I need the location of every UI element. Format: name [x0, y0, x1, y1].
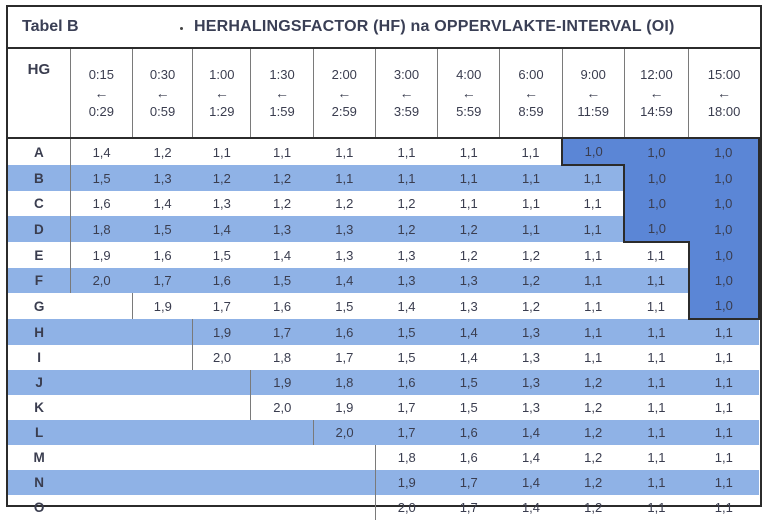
factor-cell: 1,7 [459, 500, 478, 515]
factor-cell: 1,9 [335, 400, 354, 415]
factor-cell: 1,1 [459, 144, 478, 160]
factor-cell: 1,1 [714, 500, 733, 515]
factor-cell [251, 470, 313, 495]
factor-cell: 1,1 [646, 248, 665, 263]
interval-from: 9:00 [580, 67, 606, 82]
factor-cell [313, 445, 375, 470]
factor-cell: 1,8 [70, 216, 132, 242]
row-group-label: C [33, 196, 44, 211]
repetition-factor-table [8, 49, 760, 520]
factor-cell: 1,2 [273, 196, 292, 211]
factor-cell: 1,7 [132, 268, 192, 293]
factor-cell: 1,2 [438, 216, 500, 242]
factor-cell: 1,8 [273, 350, 292, 365]
factor-cell: 1,5 [459, 400, 478, 415]
factor-cell [70, 420, 132, 445]
factor-cell: 1,3 [212, 196, 231, 211]
factor-cell: 1,9 [70, 242, 132, 268]
table-row [8, 293, 759, 319]
row-group-label: N [8, 470, 70, 495]
factor-cell [251, 445, 313, 470]
factor-cell: 1,6 [193, 268, 251, 293]
factor-cell [193, 420, 251, 445]
interval-from: 1:00 [209, 67, 235, 82]
interval-from: 2:00 [331, 67, 357, 82]
factor-cell: 1,5 [438, 370, 500, 395]
factor-cell: 1,1 [562, 268, 624, 293]
factor-cell: 1,2 [521, 247, 541, 263]
factor-cell: 1,3 [500, 319, 562, 345]
interval-from: 0:30 [149, 67, 176, 82]
table-row [8, 268, 759, 293]
arrow-left-icon: ← [523, 85, 538, 101]
row-group-label: E [34, 247, 44, 263]
interval-from: 4:00 [456, 67, 482, 82]
factor-cell: 1,3 [375, 268, 437, 293]
factor-cell: 1,9 [132, 293, 192, 319]
factor-cell: 1,1 [647, 500, 666, 515]
table-row [8, 165, 759, 191]
factor-cell: 1,4 [397, 298, 416, 314]
interval-to: 8:59 [518, 104, 544, 119]
interval-header [438, 49, 500, 138]
factor-cell [70, 345, 132, 370]
factor-cell: 1,1 [624, 268, 688, 293]
factor-cell: 1,2 [193, 165, 251, 191]
factor-cell [132, 319, 192, 345]
interval-to: 0:59 [149, 104, 176, 119]
factor-cell: 1,1 [647, 350, 666, 365]
factor-cell: 1,1 [689, 420, 759, 445]
factor-cell: 1,2 [562, 370, 624, 395]
factor-cell: 1,0 [689, 165, 759, 191]
interval-header [689, 49, 759, 138]
table-label: Tabel B [22, 18, 79, 35]
factor-cell: 1,7 [251, 319, 313, 345]
factor-cell: 1,1 [647, 450, 666, 465]
factor-cell: 1,2 [584, 450, 603, 465]
factor-cell: 1,3 [521, 400, 541, 415]
factor-cell: 1,7 [397, 400, 416, 415]
interval-header [193, 49, 251, 138]
factor-cell [132, 445, 192, 470]
header-row [8, 49, 759, 138]
factor-cell: 1,1 [584, 298, 603, 314]
factor-cell [132, 420, 192, 445]
hg-header: HG [8, 49, 70, 138]
arrow-left-icon: ← [717, 85, 732, 101]
interval-header [375, 49, 437, 138]
factor-cell: 1,2 [562, 470, 624, 495]
interval-header [313, 49, 375, 138]
factor-cell [313, 495, 375, 520]
table-row [8, 216, 759, 242]
interval-from: 12:00 [640, 67, 673, 82]
factor-cell [70, 495, 132, 520]
factor-cell: 1,1 [335, 144, 354, 160]
factor-cell: 1,6 [153, 247, 172, 263]
factor-cell: 1,0 [624, 191, 688, 216]
factor-cell: 1,4 [500, 420, 562, 445]
interval-from: 15:00 [707, 67, 741, 82]
table-row [8, 319, 759, 345]
factor-cell: 1,9 [251, 370, 313, 395]
factor-cell [132, 345, 192, 370]
table-row [8, 495, 759, 520]
factor-cell: 1,0 [562, 138, 624, 165]
factor-cell: 1,5 [212, 247, 231, 263]
factor-cell: 1,1 [397, 144, 416, 160]
factor-cell: 1,4 [438, 319, 500, 345]
factor-cell: 1,4 [70, 138, 132, 165]
interval-to: 11:59 [577, 104, 609, 119]
factor-cell [193, 495, 251, 520]
factor-cell: 1,3 [438, 268, 500, 293]
factor-cell: 1,4 [459, 350, 478, 365]
table-row [8, 445, 759, 470]
interval-from: 1:30 [269, 67, 295, 82]
factor-cell: 1,1 [689, 470, 759, 495]
interval-header [251, 49, 313, 138]
interval-header [132, 49, 192, 138]
factor-cell: 1,0 [624, 138, 688, 165]
factor-cell: 1,2 [375, 216, 437, 242]
interval-to: 5:59 [456, 104, 482, 119]
factor-cell: 1,7 [335, 350, 354, 365]
factor-cell [70, 293, 132, 319]
factor-cell: 1,5 [375, 319, 437, 345]
factor-cell [251, 420, 313, 445]
factor-cell: 1,6 [375, 370, 437, 395]
row-group-label: G [33, 298, 45, 314]
table-row [8, 345, 759, 370]
factor-cell: 2,0 [251, 395, 313, 420]
factor-cell [132, 470, 192, 495]
factor-cell: 1,5 [397, 350, 416, 365]
factor-cell: 1,0 [689, 268, 759, 293]
row-group-label: M [33, 450, 45, 465]
factor-cell: 1,7 [212, 298, 231, 314]
factor-cell [193, 470, 251, 495]
factor-cell: 1,2 [500, 268, 562, 293]
interval-header [500, 49, 562, 138]
table-row [8, 138, 759, 165]
interval-to: 14:59 [640, 104, 673, 119]
factor-cell: 1,2 [584, 400, 603, 415]
arrow-left-icon: ← [586, 85, 601, 101]
factor-cell: 1,4 [521, 450, 541, 465]
factor-cell: 1,1 [583, 196, 602, 211]
factor-cell: 1,0 [689, 216, 759, 242]
factor-cell: 1,2 [562, 420, 624, 445]
factor-cell: 1,1 [624, 420, 688, 445]
factor-cell [132, 370, 192, 395]
factor-cell: 1,3 [251, 216, 313, 242]
factor-cell: 1,4 [521, 500, 541, 515]
factor-cell: 1,1 [689, 370, 759, 395]
factor-cell: 1,1 [646, 298, 665, 314]
interval-to: 2:59 [331, 104, 357, 119]
interval-from: 6:00 [518, 67, 544, 82]
factor-cell: 1,1 [714, 450, 733, 465]
interval-to: 0:29 [88, 104, 114, 119]
title-bar [8, 7, 760, 49]
factor-cell: 1,5 [251, 268, 313, 293]
factor-cell: 1,1 [273, 144, 292, 160]
arrow-left-icon: ← [155, 85, 170, 101]
factor-cell: 1,1 [624, 470, 688, 495]
factor-cell [251, 495, 313, 520]
factor-cell: 1,2 [521, 298, 541, 314]
factor-cell: 1,5 [132, 216, 192, 242]
factor-cell: 1,2 [459, 247, 478, 263]
factor-cell: 1,2 [584, 500, 603, 515]
factor-cell: 1,3 [313, 216, 375, 242]
arrow-left-icon: ← [94, 85, 109, 101]
factor-cell [70, 395, 132, 420]
row-group-label: O [33, 500, 45, 515]
interval-to: 3:59 [393, 104, 420, 119]
factor-cell: 1,6 [459, 450, 478, 465]
factor-cell: 1,1 [521, 196, 541, 211]
arrow-left-icon: ← [275, 85, 290, 101]
factor-cell [70, 370, 132, 395]
factor-cell: 1,0 [624, 216, 688, 242]
interval-header [562, 49, 624, 138]
factor-cell: 1,3 [521, 350, 541, 365]
table-row [8, 470, 759, 495]
factor-cell: 1,4 [153, 196, 172, 211]
factor-cell: 1,1 [689, 319, 759, 345]
row-group-label: I [37, 350, 41, 365]
row-group-label: L [8, 420, 70, 445]
row-group-label: J [8, 370, 70, 395]
factor-cell: 1,6 [313, 319, 375, 345]
factor-cell: 1,0 [689, 191, 759, 216]
factor-cell: 1,9 [193, 319, 251, 345]
factor-cell: 1,2 [335, 196, 354, 211]
arrow-left-icon: ← [337, 85, 352, 101]
factor-cell: 1,1 [562, 216, 624, 242]
row-group-label: H [8, 319, 70, 345]
factor-cell: 1,3 [500, 370, 562, 395]
factor-cell: 1,3 [132, 165, 192, 191]
dot-mark [180, 27, 183, 30]
factor-cell: 1,1 [562, 319, 624, 345]
factor-cell: 1,4 [313, 268, 375, 293]
factor-cell: 1,1 [624, 319, 688, 345]
table-body [8, 138, 759, 520]
arrow-left-icon: ← [461, 85, 476, 101]
factor-cell: 1,1 [212, 144, 231, 160]
factor-cell [313, 470, 375, 495]
factor-cell: 1,0 [689, 138, 759, 165]
factor-cell: 1,1 [521, 144, 540, 160]
interval-to: 18:00 [707, 104, 741, 119]
factor-cell: 1,1 [584, 247, 603, 263]
table-title: HERHALINGSFACTOR (HF) na OPPERVLAKTE-INTERVAL (OI) [194, 18, 675, 35]
factor-cell: 1,6 [273, 298, 292, 314]
factor-cell [70, 319, 132, 345]
factor-cell: 1,7 [375, 420, 437, 445]
factor-cell [193, 395, 251, 420]
factor-cell [70, 445, 132, 470]
factor-cell: 1,0 [624, 165, 688, 191]
factor-cell: 2,0 [313, 420, 375, 445]
factor-cell [193, 445, 251, 470]
table-row [8, 370, 759, 395]
factor-cell: 1,1 [624, 370, 688, 395]
factor-cell: 1,1 [459, 196, 478, 211]
row-group-label: K [34, 400, 44, 415]
interval-from: 0:15 [88, 67, 114, 82]
factor-cell: 1,1 [714, 400, 733, 415]
factor-cell: 1,3 [335, 247, 354, 263]
factor-cell: 1,6 [438, 420, 500, 445]
factor-cell [193, 370, 251, 395]
factor-cell: 1,3 [459, 298, 478, 314]
factor-cell: 1,6 [70, 191, 132, 216]
factor-cell: 1,7 [438, 470, 500, 495]
factor-cell: 1,0 [689, 242, 759, 268]
factor-cell: 1,1 [647, 400, 666, 415]
factor-cell: 1,4 [273, 247, 292, 263]
factor-cell: 1,4 [500, 470, 562, 495]
arrow-left-icon: ← [214, 85, 229, 101]
table-row [8, 242, 759, 268]
factor-cell: 1,8 [313, 370, 375, 395]
factor-cell: 1,2 [251, 165, 313, 191]
interval-header [624, 49, 688, 138]
arrow-left-icon: ← [399, 85, 414, 101]
factor-cell: 1,1 [714, 350, 733, 365]
interval-from: 3:00 [393, 67, 420, 82]
factor-cell: 1,4 [193, 216, 251, 242]
row-group-label: B [8, 165, 70, 191]
factor-cell: 1,2 [153, 144, 172, 160]
factor-cell: 1,1 [313, 165, 375, 191]
factor-cell [70, 470, 132, 495]
arrow-left-icon: ← [649, 85, 664, 101]
factor-cell: 1,3 [397, 247, 416, 263]
factor-cell: 1,5 [70, 165, 132, 191]
row-group-label: D [8, 216, 70, 242]
factor-cell: 1,8 [375, 445, 437, 470]
interval-to: 1:59 [269, 104, 295, 119]
factor-cell: 2,0 [193, 345, 251, 370]
row-group-label: F [8, 268, 70, 293]
table-frame [6, 5, 762, 515]
interval-header [70, 49, 132, 138]
table-row [8, 395, 759, 420]
row-group-label: A [33, 144, 44, 160]
factor-cell: 1,2 [397, 196, 416, 211]
factor-cell: 1,9 [375, 470, 437, 495]
factor-cell [132, 395, 192, 420]
factor-cell: 1,0 [689, 293, 759, 319]
factor-cell: 1,1 [562, 165, 624, 191]
factor-cell: 2,0 [375, 495, 437, 520]
table-row [8, 191, 759, 216]
factor-cell [132, 495, 192, 520]
factor-cell: 1,5 [335, 298, 354, 314]
factor-cell: 1,1 [584, 350, 603, 365]
factor-cell: 1,1 [438, 165, 500, 191]
interval-to: 1:29 [209, 104, 235, 119]
factor-cell: 2,0 [70, 268, 132, 293]
factor-cell: 1,1 [500, 216, 562, 242]
factor-cell: 1,1 [375, 165, 437, 191]
factor-cell: 1,1 [500, 165, 562, 191]
table-row [8, 420, 759, 445]
